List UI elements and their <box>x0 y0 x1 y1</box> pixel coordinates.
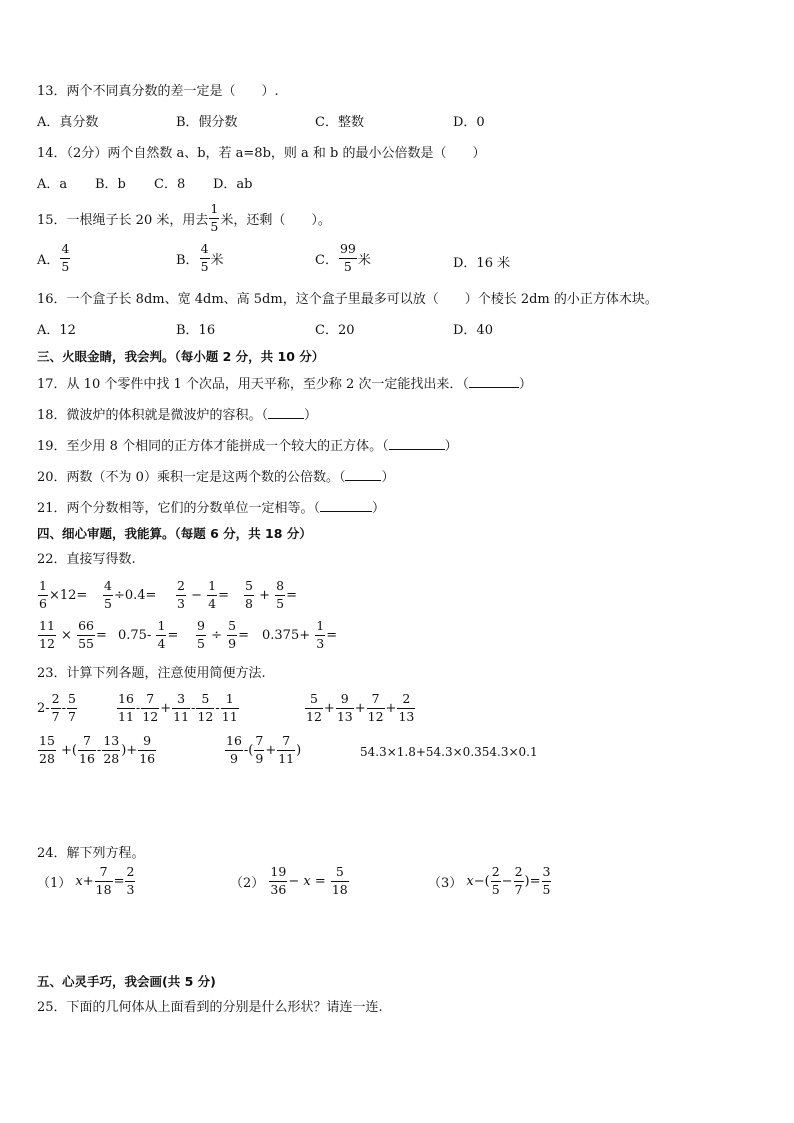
q22-expr-1: $\frac{1}{6}$ ×12= <box>39 578 88 611</box>
answer-blank[interactable] <box>268 407 304 419</box>
question-13: 13．两个不同真分数的差一定是（ ）. <box>37 84 279 99</box>
q15-option-d: D．16 米 <box>453 256 511 271</box>
question-14: 14．（2分）两个自然数 a、b，若 a=8b，则 a 和 b 的最小公倍数是（ ） <box>37 146 486 161</box>
q14-option-d: D．ab <box>213 177 253 192</box>
q23-expr-6: 54.3×1.8+54.3×0.354.3×0.1 <box>360 745 538 759</box>
question-18: 18．微波炉的体积就是微波炉的容积。（ ） <box>37 408 318 423</box>
question-22: 22．直接写得数. <box>37 552 136 567</box>
answer-blank[interactable] <box>469 376 519 388</box>
question-16: 16．一个盒子长 8dm、宽 4dm、高 5dm，这个盒子里最多可以放（ ）个棱长 2dm 的小正方体木块。 <box>37 292 658 307</box>
answer-blank[interactable] <box>389 438 445 450</box>
question-25: 25．下面的几何体从上面看到的分别是什么形状？请连一连. <box>37 1000 383 1015</box>
answer-blank[interactable] <box>345 469 381 481</box>
q23-expr-4: 15 28 +( 7 16 - 13 28 )+ $\frac{9}{16}$ <box>39 733 156 766</box>
q22-expr-2: $\frac{4}{5}$ ÷0.4= <box>104 578 157 611</box>
q22-expr-4: 5 8 + $\frac{8}{5}$ = <box>245 578 297 611</box>
q24-equation-2: （2） 19 36 − x = $\frac{5}{18}$ <box>230 864 348 897</box>
section-5-heading: 五、心灵手巧，我会画(共 5 分) <box>37 974 216 989</box>
q16-option-c: C．20 <box>315 323 355 338</box>
q22-expr-7: $\frac{9}{5}$ ÷ $\frac{5}{9}$ = <box>197 618 249 651</box>
q16-option-b: B．16 <box>176 323 216 338</box>
q15-option-c: C． 99 5 米 <box>315 241 371 274</box>
q13-option-c: C．整数 <box>315 115 364 130</box>
q24-equation-1: （1） x + $\frac{7}{18}$ = $\frac{2}{3}$ <box>37 864 135 897</box>
q23-expr-3: 5 12 + $\frac{9}{13}$ + $\frac{7}{12}$ + $\frac{2}{13}$ <box>306 691 415 724</box>
question-19: 19．至少用 8 个相同的正方体才能拼成一个较大的正方体。（ ） <box>37 439 458 454</box>
q23-expr-5: 16 9 -( 7 9 + $\frac{7}{11}$ ) <box>226 733 302 766</box>
q22-expr-8: 0.375+ $\frac{1}{3}$ = <box>262 618 338 651</box>
answer-blank[interactable] <box>320 500 372 512</box>
q15-option-a: A． 4 5 <box>37 241 70 274</box>
q23-expr-2: 16 11 - 7 12 + $\frac{3}{11}$ - 5 12 - 1 11 <box>118 691 238 724</box>
question-24: 24．解下列方程。 <box>37 846 145 861</box>
question-17: 17．从 10 个零件中找 1 个次品，用天平称，至少称 2 次一定能找出来．（ ） <box>37 377 532 392</box>
fraction: 1 5 <box>210 201 219 234</box>
q14-option-b: B．b <box>95 177 126 192</box>
q13-option-d: D．0 <box>453 115 485 130</box>
question-15: 15．一根绳子长 20 米，用去 1 5 米，还剩（ ）。 <box>37 201 331 234</box>
q15-option-b: B． 4 5 米 <box>176 241 224 274</box>
q13-option-b: B．假分数 <box>176 115 238 130</box>
q23-expr-1: 2- 2 7 - 5 7 <box>37 691 76 724</box>
q16-option-a: A．12 <box>37 323 76 338</box>
question-23: 23．计算下列各题，注意使用简便方法. <box>37 666 266 681</box>
section-4-heading: 四、细心审题，我能算。（每题 6 分，共 18 分） <box>37 526 312 541</box>
question-21: 21．两个分数相等，它们的分数单位一定相等。（ ） <box>37 501 386 516</box>
section-3-heading: 三、火眼金睛，我会判。（每小题 2 分，共 10 分） <box>37 349 325 364</box>
q16-option-d: D．40 <box>453 323 493 338</box>
q24-equation-3: （3） x −( 2 5 − $\frac{2}{7}$ )= $\frac{3}{5}$ <box>428 864 551 897</box>
q22-expr-3: 2 3 − $\frac{1}{4}$ = <box>177 578 229 611</box>
q22-expr-5: $\frac{11}{12}$ × $\frac{66}{55}$ = <box>39 618 107 651</box>
q14-option-c: C．8 <box>154 177 186 192</box>
q14-option-a: A．a <box>37 177 68 192</box>
q13-option-a: A．真分数 <box>37 115 99 130</box>
question-20: 20．两数（不为 0）乘积一定是这两个数的公倍数。（ ） <box>37 470 395 485</box>
q22-expr-6: 0.75- $\frac{1}{4}$ = <box>118 618 179 651</box>
